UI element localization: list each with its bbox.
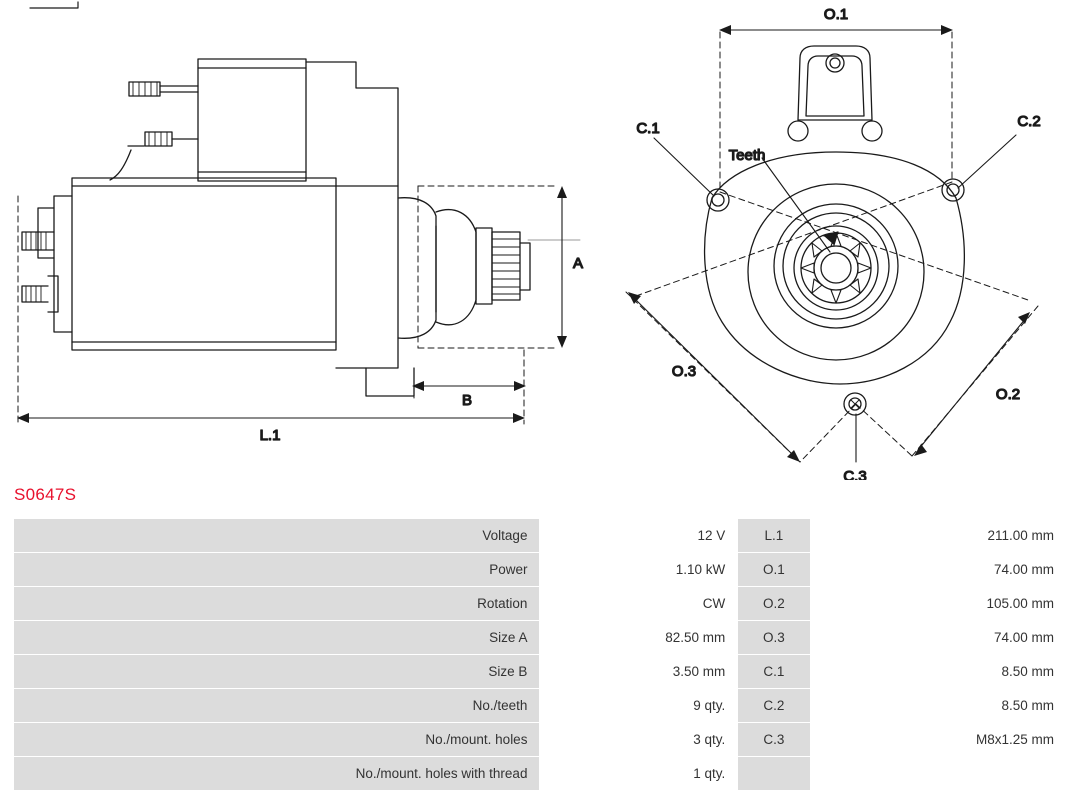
specifications-table bbox=[13, 518, 1067, 791]
spec-value: 12 V bbox=[540, 519, 738, 553]
label-size-a: A bbox=[572, 255, 584, 272]
spec-value2: 8.50 mm bbox=[810, 655, 1066, 689]
spec-label2: O.1 bbox=[738, 553, 810, 587]
spec-label2: O.2 bbox=[738, 587, 810, 621]
label-o1: O.1 bbox=[823, 6, 849, 23]
spec-label2: C.2 bbox=[738, 689, 810, 723]
spec-label: No./teeth bbox=[14, 689, 540, 723]
label-c3: C.3 bbox=[843, 468, 867, 480]
spec-label: Voltage bbox=[14, 519, 540, 553]
spec-label2: C.1 bbox=[738, 655, 810, 689]
label-o3: O.3 bbox=[671, 363, 697, 380]
spec-label2: O.3 bbox=[738, 621, 810, 655]
table-row bbox=[14, 723, 1067, 757]
spec-label: Rotation bbox=[14, 587, 540, 621]
spec-value2: 74.00 mm bbox=[810, 553, 1066, 587]
label-size-b: B bbox=[461, 392, 473, 409]
spec-value: 82.50 mm bbox=[540, 621, 738, 655]
spec-value: 1.10 kW bbox=[540, 553, 738, 587]
table-row bbox=[14, 689, 1067, 723]
label-c1: C.1 bbox=[636, 120, 660, 137]
spec-value2-empty bbox=[810, 757, 1066, 791]
starter-front-view bbox=[705, 46, 965, 415]
spec-label: Size B bbox=[14, 655, 540, 689]
specifications-body bbox=[14, 519, 1067, 791]
dimension-o1 bbox=[719, 25, 953, 192]
label-o2: O.2 bbox=[995, 386, 1021, 403]
table-row bbox=[14, 655, 1067, 689]
spec-label: Power bbox=[14, 553, 540, 587]
spec-label: Size A bbox=[14, 621, 540, 655]
spec-value2: 105.00 mm bbox=[810, 587, 1066, 621]
label-teeth: Teeth bbox=[728, 147, 766, 164]
table-row bbox=[14, 553, 1067, 587]
spec-value2: M8x1.25 mm bbox=[810, 723, 1066, 757]
spec-value: 1 qty. bbox=[540, 757, 738, 791]
spec-label2-empty bbox=[738, 757, 810, 791]
dimension-o3 bbox=[626, 182, 952, 462]
table-row bbox=[14, 519, 1067, 553]
spec-label2: C.3 bbox=[738, 723, 810, 757]
spec-label2: L.1 bbox=[738, 519, 810, 553]
table-row bbox=[14, 621, 1067, 655]
starter-side-view bbox=[22, 2, 580, 396]
label-length-l1: L.1 bbox=[259, 427, 281, 444]
spec-value: 3 qty. bbox=[540, 723, 738, 757]
dimension-o2 bbox=[720, 192, 1038, 456]
label-c2: C.2 bbox=[1017, 113, 1041, 130]
spec-value: 3.50 mm bbox=[540, 655, 738, 689]
spec-value2: 211.00 mm bbox=[810, 519, 1066, 553]
spec-value2: 8.50 mm bbox=[810, 689, 1066, 723]
table-row bbox=[14, 587, 1067, 621]
part-number: S0647S bbox=[14, 485, 77, 504]
spec-label: No./mount. holes with thread bbox=[14, 757, 540, 791]
table-row bbox=[14, 757, 1067, 791]
spec-value2: 74.00 mm bbox=[810, 621, 1066, 655]
dimension-l1 bbox=[17, 196, 525, 424]
spec-label: No./mount. holes bbox=[14, 723, 540, 757]
spec-value: 9 qty. bbox=[540, 689, 738, 723]
spec-value: CW bbox=[540, 587, 738, 621]
